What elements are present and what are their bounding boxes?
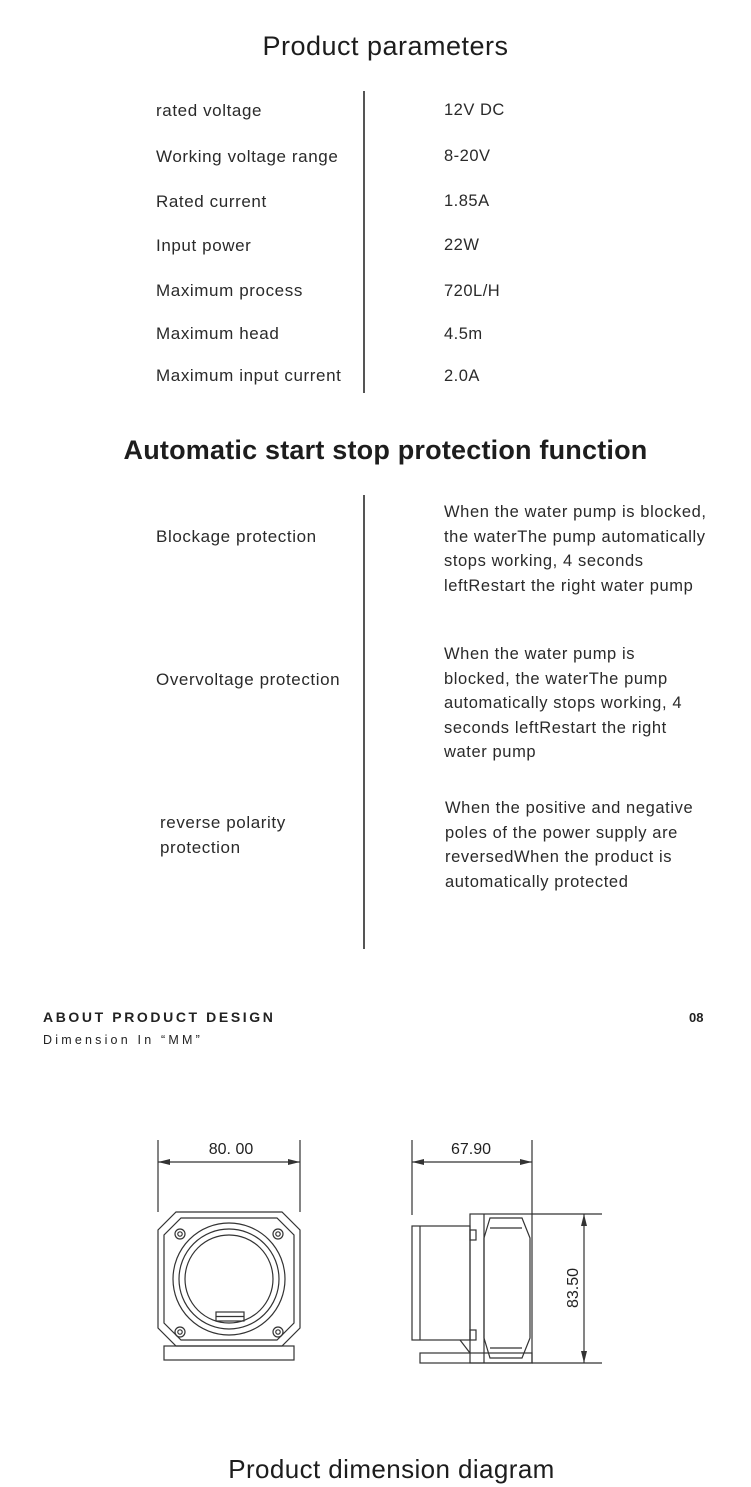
dimension-diagram-caption: Product dimension diagram [228, 1454, 555, 1484]
param-value-working-voltage-range: 8-20V [444, 147, 491, 165]
page-number: 08 [689, 1010, 704, 1025]
param-value-rated-current: 1.85A [444, 192, 490, 210]
param-value-rated-voltage: 12V DC [444, 101, 505, 119]
protection-desc-reverse-polarity: When the positive and negative poles of the power supply are reversedWhen the product is automatically protected [445, 799, 694, 891]
param-value-maximum-input-current: 2.0A [444, 367, 480, 385]
param-label-working-voltage-range: Working voltage range [156, 147, 339, 166]
param-label-rated-voltage: rated voltage [156, 101, 263, 120]
side-height-label: 83.50 [565, 1267, 582, 1309]
param-label-maximum-process: Maximum process [156, 281, 303, 300]
protection-label-reverse-polarity: reverse polarity protection [160, 813, 286, 857]
param-value-maximum-process: 720L/H [444, 282, 501, 300]
side-width-label: 67.90 [450, 1141, 492, 1158]
protection-divider [363, 495, 365, 949]
protection-label-overvoltage: Overvoltage protection [156, 670, 341, 689]
param-value-input-power: 22W [444, 236, 480, 254]
param-label-rated-current: Rated current [156, 192, 267, 211]
front-width-label: 80. 00 [208, 1141, 254, 1158]
protection-desc-blockage: When the water pump is blocked, the waterThe pump automatically stops working, 4 seconds leftRestart the right water pump [444, 503, 707, 595]
front-view-drawing [150, 1130, 315, 1370]
protection-desc-overvoltage: When the water pump is blocked, the waterThe pump automatically stops working, 4 seconds leftRestart the right water pump [444, 645, 683, 762]
protection-label-blockage: Blockage protection [156, 527, 317, 546]
side-view-drawing [400, 1130, 610, 1370]
param-label-maximum-head: Maximum head [156, 324, 280, 343]
design-heading: ABOUT PRODUCT DESIGN [43, 1009, 276, 1025]
protection-title: Automatic start stop protection function [123, 435, 648, 465]
param-label-input-power: Input power [156, 236, 252, 255]
parameters-divider [363, 91, 365, 393]
parameters-title: Product parameters [262, 31, 509, 61]
param-value-maximum-head: 4.5m [444, 325, 483, 343]
design-subheading: Dimension In “MM” [43, 1033, 203, 1047]
param-label-maximum-input-current: Maximum input current [156, 366, 342, 385]
